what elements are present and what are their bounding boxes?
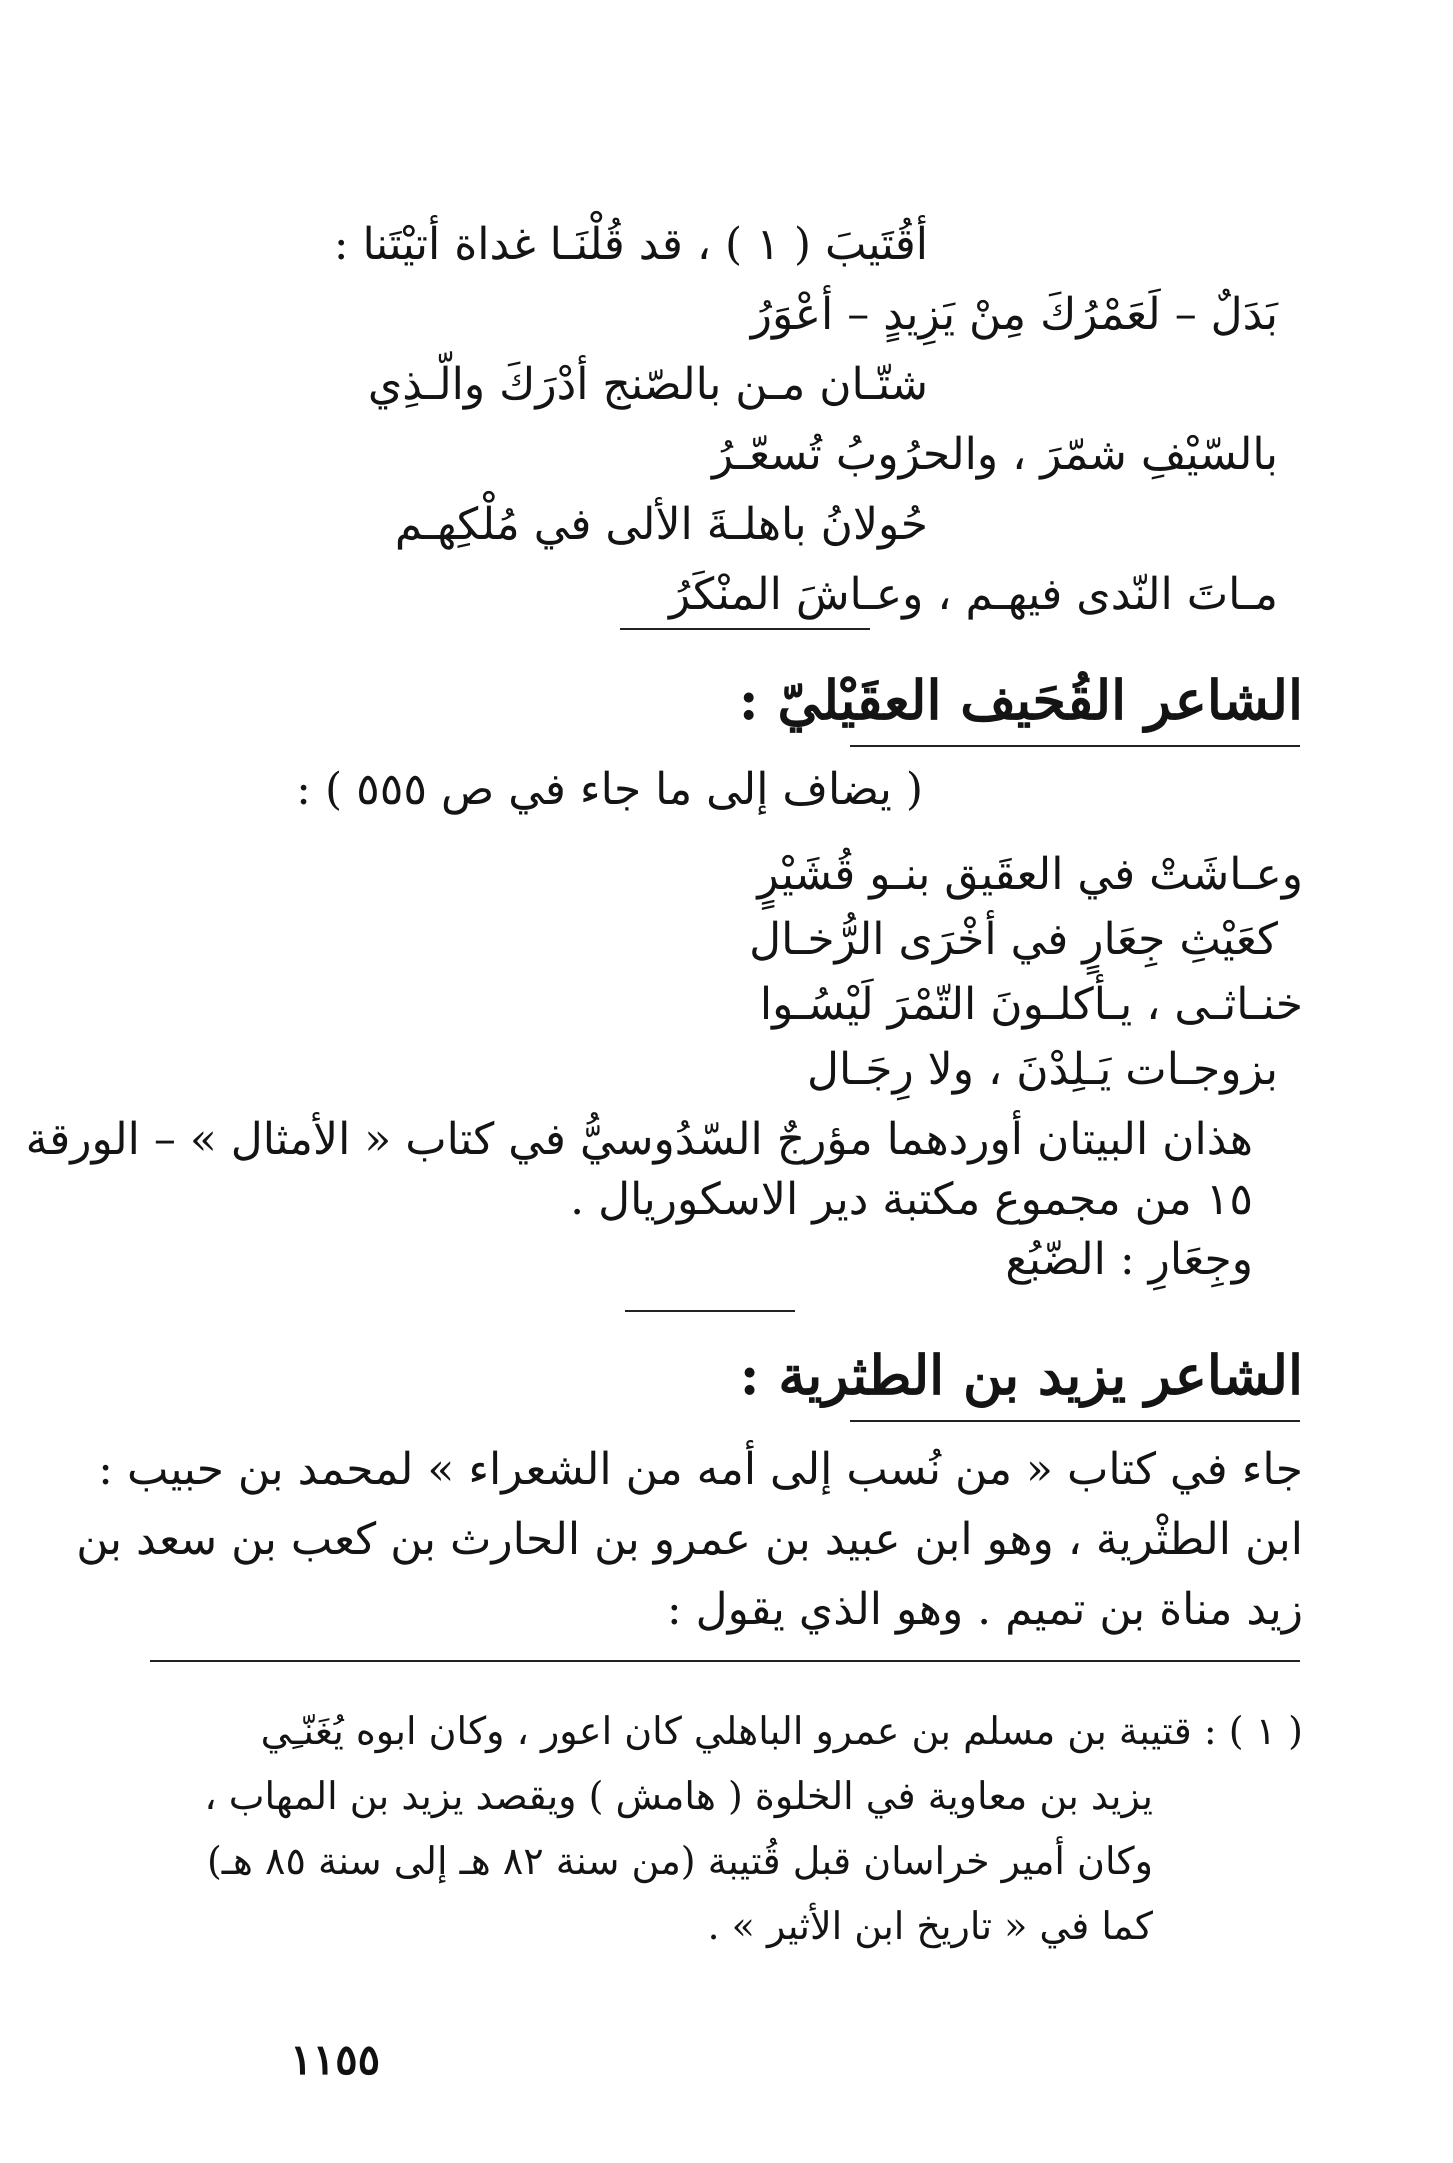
paragraph-line: ١٥ من مجموع مكتبة دير الاسكوريال .: [570, 1174, 1253, 1225]
underline-rule: [620, 628, 870, 630]
paragraph-line: جاء في كتاب « من نُسب إلى أمه من الشعراء » لمحمد بن حبيب :: [98, 1444, 1303, 1495]
paragraph-line: ابن الطثْرية ، وهو ابن عبيد بن عمرو بن الحارث بن كعب بن سعد بن: [76, 1514, 1303, 1565]
heading-underline: [850, 1420, 1300, 1422]
footnote-line: ( ١ ) : قتيبة بن مسلم بن عمرو الباهلي كان اعور ، وكان ابوه يُغَنّـِي: [260, 1709, 1303, 1753]
separator-rule: [625, 1310, 795, 1312]
poem-line: حُولانُ باهلـةَ الألى في مُلْكِهـم: [394, 499, 928, 550]
footnote-line: كما في « تاريخ ابن الأثير » .: [707, 1904, 1153, 1948]
footnote-line: يزيد بن معاوية في الخلوة ( هامش ) ويقصد يزيد بن المهاب ،: [204, 1774, 1153, 1818]
reference-note: ( يضاف إلى ما جاء في ص ٥٥٥ ) :: [296, 764, 923, 815]
paragraph-line: وجِعَارِ : الضّبُع: [1005, 1234, 1253, 1285]
page-number: ١١٥٥: [290, 2035, 381, 2084]
poem-line: بَدَلٌ – لَعَمْرُكَ مِنْ يَزِيدٍ – أعْوَرُ: [750, 289, 1278, 340]
poem-line: كعَيْثِ جِعَارٍ في أخْرَى الرُّخـال: [749, 914, 1278, 965]
poem-line: أقُتَيبَ ( ١ ) ، قد قُلْنَـا غداة أتيْتَنا :: [333, 219, 928, 270]
poem-line: خنـاثـى ، يـأكلـونَ التّمْرَ لَيْسُـوا: [759, 979, 1303, 1030]
poem-line: بزوجـات يَـلِدْنَ ، ولا رِجَـال: [806, 1044, 1278, 1095]
poem-line: بالسّيْفِ شمّرَ ، والحرُوبُ تُسعّـرُ: [712, 429, 1278, 480]
section-heading: الشاعر يزيد بن الطثرية :: [739, 1343, 1303, 1407]
paragraph-line: زيد مناة بن تميم . وهو الذي يقول :: [666, 1584, 1303, 1635]
heading-underline: [850, 745, 1300, 747]
poem-line: شتّـان مـن بالصّنج أدْرَكَ والّـذِي: [367, 359, 928, 410]
footnote-rule: [150, 1660, 1300, 1662]
section-heading: الشاعر القُحَيف العقَيْليّ :: [738, 668, 1303, 732]
poem-line: وعـاشَتْ في العقَيق بنـو قُشَيْرٍ: [757, 849, 1303, 900]
paragraph-line: هذان البيتان أوردهما مؤرجٌ السّدُوسيُّ في كتاب « الأمثال » – الورقة: [25, 1114, 1253, 1165]
poem-line: مـاتَ النّدى فيهـم ، وعـاشَ المنْكَرُ: [668, 569, 1278, 620]
footnote-line: وكان أمير خراسان قبل قُتيبة (من سنة ٨٢ هـ إلى سنة ٨٥ هـ): [206, 1839, 1153, 1883]
